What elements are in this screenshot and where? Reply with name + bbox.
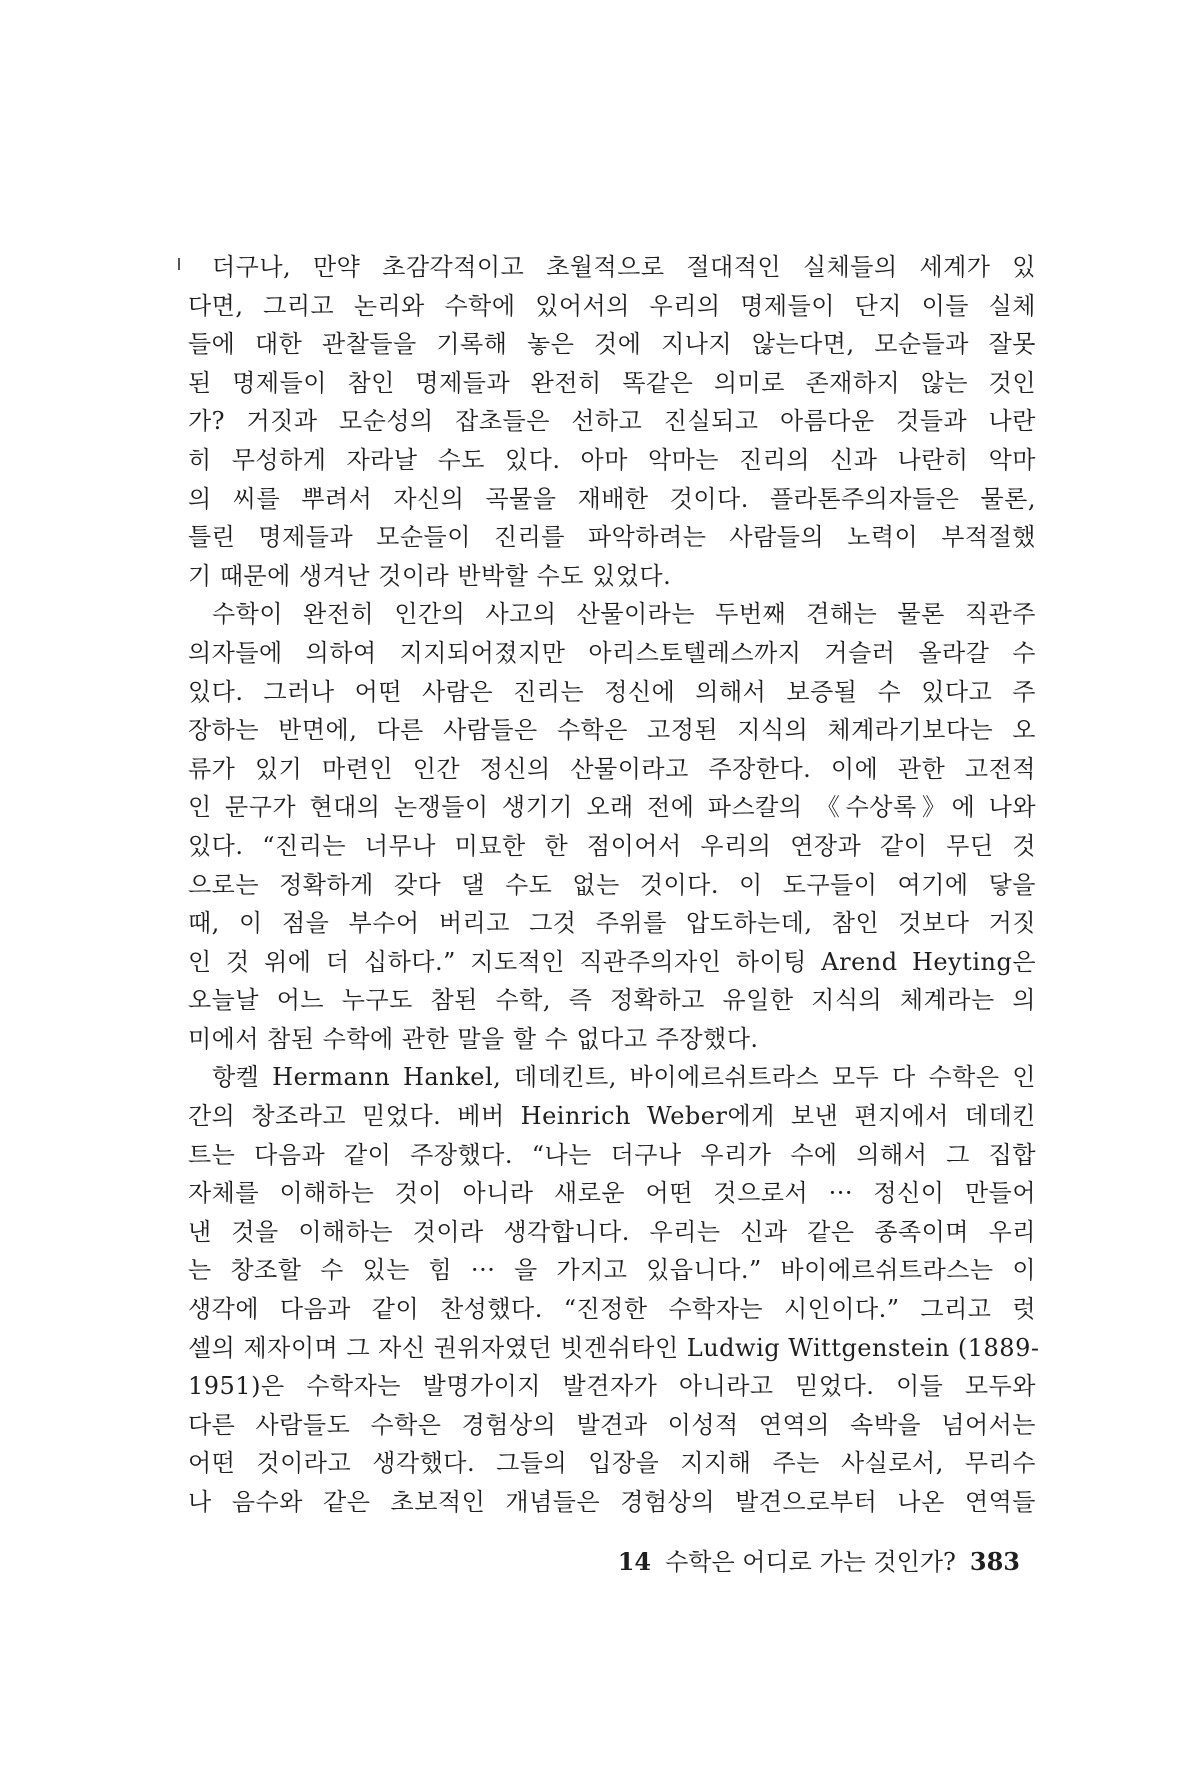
text-line: 류가 있기 마련인 인간 정신의 산물이라고 주장한다. 이에 관한 고전적 [188,754,1036,783]
text-line: 다면, 그리고 논리와 수학에 있어서의 우리의 명제들이 단지 이들 실체 [188,291,1036,320]
text-line: 셀의 제자이며 그 자신 권위자였던 빗겐쉬타인 Ludwig Wittgenstein (1889- [188,1333,1040,1362]
text-line: 기 때문에 생겨난 것이라 반박할 수도 있었다. [188,561,672,590]
text-line: 오늘날 어느 누구도 참된 수학, 즉 정확하고 유일한 지식의 체계라는 의 [188,986,1036,1015]
text-line: 어떤 것이라고 생각했다. 그들의 입장을 지지해 주는 사실로서, 무리수 [188,1449,1036,1478]
text-line: 있다. 그러나 어떤 사람은 진리는 정신에 의해서 보증될 수 있다고 주 [188,677,1036,706]
text-line: 미에서 참된 수학에 관한 말을 할 수 없다고 주장했다. [188,1024,759,1053]
text-line: 생각에 다음과 같이 찬성했다. “진정한 수학자는 시인이다.” 그리고 럿 [188,1295,1036,1324]
text-line: 인 것 위에 더 십하다.” 지도적인 직관주의자인 하이팅 Arend Heyting은 [188,947,1036,976]
text-line: 나 음수와 같은 초보적인 개념들은 경험상의 발견으로부터 나온 연역들 [188,1488,1036,1516]
text-line: 자체를 이해하는 것이 아니라 새로운 어떤 것으로서 ··· 정신이 만들어 [188,1179,1036,1208]
chapter-title: 수학은 어디로 가는 것인가? [665,1548,956,1576]
text-line: 인 문구가 현대의 논쟁들이 생기기 오래 전에 파스칼의 《수상록》에 나와 [188,793,1036,822]
text-line: 의 씨를 뿌려서 자신의 곡물을 재배한 것이다. 플라톤주의자들은 물론, [188,484,1036,513]
margin-mark [178,258,180,270]
text-line: 는 창조할 수 있는 힘 ··· 을 가지고 있읍니다.” 바이에르쉬트라스는 이 [188,1256,1036,1285]
text-line: 의자들에 의하여 지지되어졌지만 아리스토텔레스까지 거슬러 올라갈 수 [188,638,1036,667]
running-footer [600,1547,1020,1577]
paragraph-3 [188,1058,1040,1521]
text-line: 으로는 정확하게 갖다 댈 수도 없는 것이다. 이 도구들이 여기에 닿을 [188,870,1036,899]
text-line: 가? 거짓과 모순성의 잡초들은 선하고 진실되고 아름다운 것들과 나란 [188,407,1036,436]
paragraph-1 [188,248,1036,595]
text-line: 수학이 완전히 인간의 사고의 산물이라는 두번째 견해는 물론 직관주 [212,600,1036,629]
chapter-number: 14 [617,1547,652,1576]
text-line: 된 명제들이 참인 명제들과 완전히 똑같은 의미로 존재하지 않는 것인 [188,368,1036,397]
page-number: 383 [969,1547,1020,1576]
text-line: 때, 이 점을 부수어 버리고 그것 주위를 압도하는데, 참인 것보다 거짓 [188,909,1036,938]
text-line: 틀린 명제들과 모순들이 진리를 파악하려는 사람들의 노력이 부적절했 [188,523,1036,552]
text-line: 간의 창조라고 믿었다. 베버 Heinrich Weber에게 보낸 편지에서 데데킨 [188,1102,1036,1131]
paragraph-2 [188,595,1036,1058]
text-line: 항켈 Hermann Hankel, 데데킨트, 바이에르쉬트라스 모두 다 수학은 인 [212,1063,1036,1092]
text-line: 낸 것을 이해하는 것이라 생각합니다. 우리는 신과 같은 종족이며 우리 [188,1217,1036,1246]
text-line: 다른 사람들도 수학은 경험상의 발견과 이성적 연역의 속박을 넘어서는 [188,1410,1036,1439]
text-line: 장하는 반면에, 다른 사람들은 수학은 고정된 지식의 체계라기보다는 오 [188,716,1036,745]
text-line: 히 무성하게 자라날 수도 있다. 아마 악마는 진리의 신과 나란히 악마 [188,445,1036,474]
text-line: 들에 대한 관찰들을 기록해 놓은 것에 지나지 않는다면, 모순들과 잘못 [188,330,1036,359]
text-line: 1951)은 수학자는 발명가이지 발견자가 아니라고 믿었다. 이들 모두와 [188,1372,1036,1401]
text-line: 트는 다음과 같이 주장했다. “나는 더구나 우리가 수에 의해서 그 집합 [188,1140,1036,1169]
body-text [188,248,1040,1522]
text-line: 더구나, 만약 초감각적이고 초월적으로 절대적인 실체들의 세계가 있 [212,253,1036,281]
text-line: 있다. “진리는 너무나 미묘한 한 점이어서 우리의 연장과 같이 무딘 것 [188,831,1036,860]
